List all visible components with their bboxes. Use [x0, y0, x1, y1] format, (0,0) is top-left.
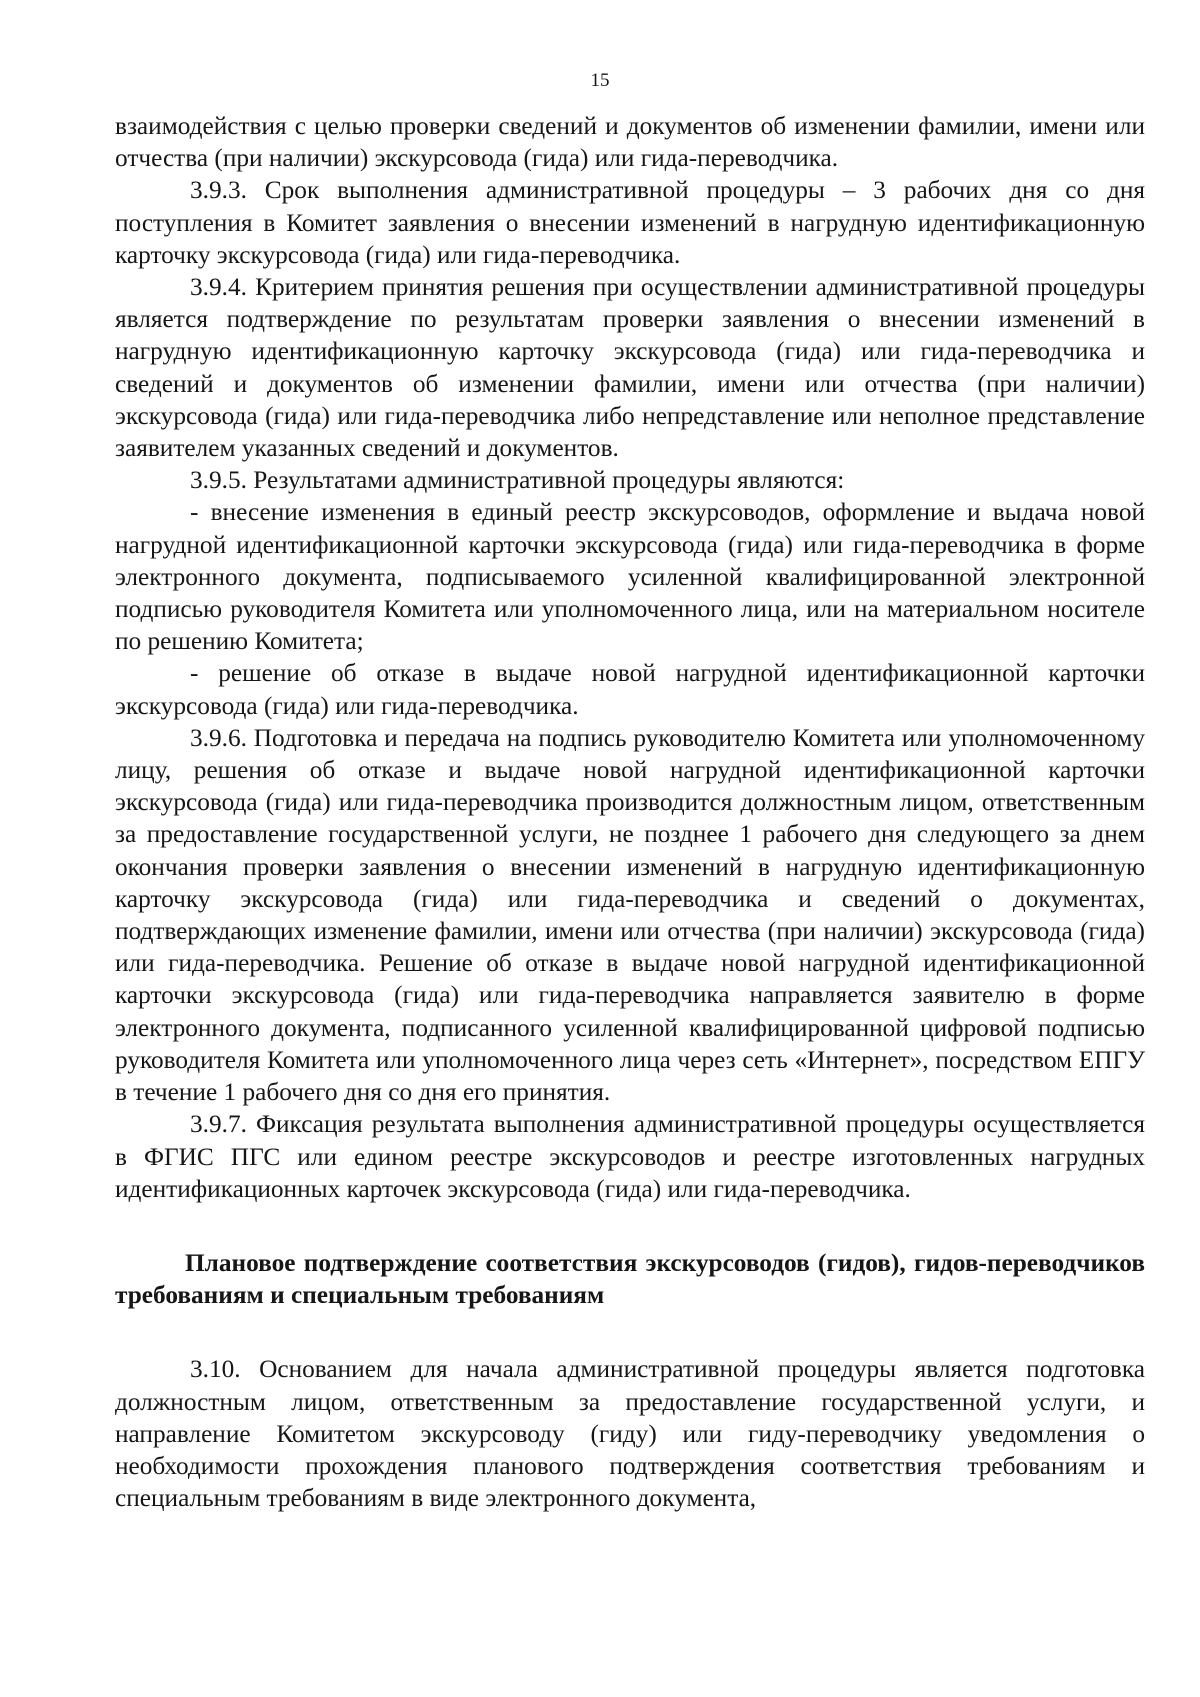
paragraph-3-9-7: 3.9.7. Фиксация результата выполнения административной процедуры осуществляется в ФГИС ПГС или едином реестре экскурсоводов и реестре изготовленных нагрудных идентификационных карточек экскурсовода (гида) или гида-переводчика. — [115, 1110, 1145, 1203]
paragraph-3-9-4: 3.9.4. Критерием принятия решения при осуществлении административной процедуры является подтверждение по результатам проверки заявления о внесении изменений в нагрудную идентификационную карточку экскурсовода (гида) или гида-переводчика и сведений и документов об изменении фамилии, имени или отчества (при наличии) экскурсовода (гида) или гида-переводчика либо непредставление или неполное представление заявителем указанных сведений и документов. — [115, 273, 1145, 463]
heading-spacer — [115, 1311, 1145, 1353]
section-spacer — [115, 1205, 1145, 1247]
paragraph-3-9-5-item-a: - внесение изменения в единый реестр экскурсоводов, оформление и выдача новой нагрудной идентификационной карточки экскурсовода (гида) или гида-переводчика в форме электронного документа, подписываемого усиленной квалифицированной электронной подписью руководителя Комитета или уполномоченного лица, или на материальном носителе по решению Комитета; — [115, 498, 1145, 656]
paragraph-3-9-5: 3.9.5. Результатами административной процедуры являются: — [190, 466, 845, 495]
paragraph-3-9-5-item-b: - решение об отказе в выдаче новой нагрудной идентификационной карточки экскурсовода (гида) или гида-переводчика. — [115, 659, 1145, 720]
document-body — [115, 110, 1145, 1514]
paragraph-3-9-3: 3.9.3. Срок выполнения административной процедуры – 3 рабочих дня со дня поступления в Комитет заявления о внесении изменений в нагрудную идентификационную карточку экскурсовода (гида) или гида-переводчика. — [115, 176, 1145, 269]
paragraph-3-9-6: 3.9.6. Подготовка и передача на подпись руководителю Комитета или уполномоченному лицу, решения об отказе и выдаче новой нагрудной идентификационной карточки экскурсовода (гида) или гида-переводчика производится должностным лицом, ответственным за предоставление государственной услуги, не позднее 1 рабочего дня следующего за днем окончания проверки заявления о внесении изменений в нагрудную идентификационную карточку экскурсовода (гида) или гида-переводчика и сведений о документах, подтверждающих изменение фамилии, имени или отчества (при наличии) экскурсовода (гида) или гида-переводчика. Решение об отказе в выдаче новой нагрудной идентификационной карточки экскурсовода (гида) или гида-переводчика направляется заявителю в форме электронного документа, подписанного усиленной квалифицированной цифровой подписью руководителя Комитета или уполномоченного лица через сеть «Интернет», посредством ЕПГУ в течение 1 рабочего дня со дня его принятия. — [115, 723, 1145, 1107]
section-heading: Плановое подтверждение соответствия экскурсоводов (гидов), гидов-переводчиков требованиям и специальным требованиям — [115, 1248, 1145, 1310]
paragraph-3-10: 3.10. Основанием для начала административной процедуры является подготовка должностным лицом, ответственным за предоставление государственной услуги, и направление Комитетом экскурсоводу (гиду) или гиду-переводчику уведомления о необходимости прохождения планового подтверждения соответствия требованиям и специальным требованиям в виде электронного документа, — [115, 1355, 1145, 1513]
page-number: 15 — [590, 70, 610, 91]
paragraph-continuation: взаимодействия с целью проверки сведений и документов об изменении фамилии, имени или отчества (при наличии) экскурсовода (гида) или гида-переводчика. — [115, 112, 1145, 173]
